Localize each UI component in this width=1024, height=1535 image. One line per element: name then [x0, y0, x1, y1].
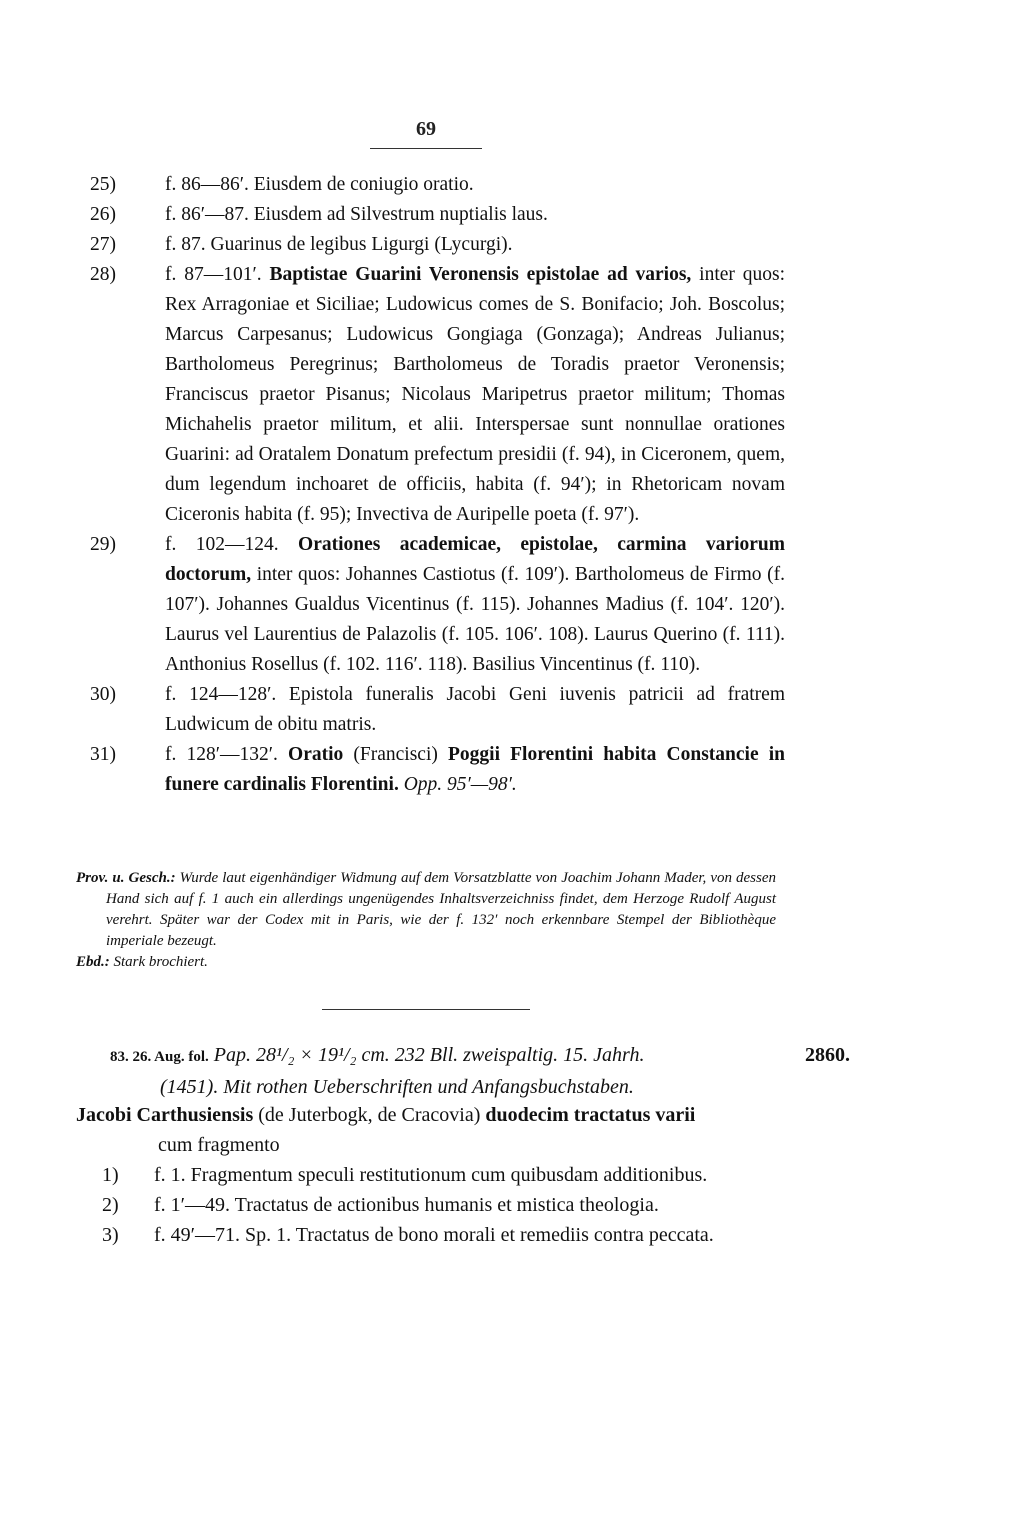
provenance-note	[76, 868, 776, 973]
entry-30	[0, 680, 785, 740]
entry-number: 26)	[90, 204, 116, 225]
entry-number: 29)	[90, 534, 116, 555]
entry-list	[0, 170, 1024, 800]
entry-text: f. 86′—87. Eiusdem ad Silvestrum nuptialis laus.	[165, 204, 548, 225]
entry-text-pre: f. 102—124.	[165, 534, 299, 555]
binding-text: Stark brochiert.	[113, 954, 208, 970]
codex-signature: 83. 26. Aug. fol.	[110, 1049, 209, 1065]
entry-text: f. 86—86′. Eiusdem de coniugio oratio.	[165, 174, 474, 195]
entry-number: 27)	[90, 234, 116, 255]
entry-27	[0, 230, 785, 260]
entry-text-pre: f. 128′—132′.	[165, 744, 289, 765]
entry-29	[0, 530, 785, 680]
item-text: f. 49′—71. Sp. 1. Tractatus de bono morali et remediis contra peccata.	[154, 1224, 714, 1246]
page-number: 69	[416, 118, 436, 140]
item-number: 1)	[102, 1164, 119, 1186]
item-3	[0, 1220, 774, 1250]
provenance-label: Prov. u. Gesch.:	[76, 870, 176, 886]
entry-text-pre: f. 87—101′.	[165, 264, 270, 285]
entry-number: 31)	[90, 744, 116, 765]
entry-text: f. 87. Guarinus de legibus Ligurgi (Lycurgi).	[165, 234, 513, 255]
provenance-paragraph	[76, 868, 776, 952]
entry-28	[0, 260, 785, 530]
codex-title	[76, 1100, 776, 1160]
work-title: duodecim tractatus varii	[485, 1104, 696, 1126]
entry-title-2: Poggii Florentini habita Constancie in funere cardinalis Florentini.	[165, 744, 786, 795]
section-divider	[322, 1009, 530, 1010]
entry-text: f. 124—128′. Epistola funeralis Jacobi Geni iuvenis patricii ad fratrem Ludwicum de obitu matris.	[165, 684, 785, 735]
entry-title: Orationes academicae, epistolae, carmina variorum doctorum,	[165, 534, 785, 585]
entry-26	[0, 200, 785, 230]
entry-reference: Opp. 95′—98′.	[398, 774, 517, 795]
item-number: 2)	[102, 1194, 119, 1216]
item-text: f. 1. Fragmentum speculi restitutionum cum quibusdam additionibus.	[154, 1164, 708, 1186]
entry-title: Oratio	[288, 744, 344, 765]
binding-note	[76, 952, 776, 973]
codex-header-line-2: (1451). Mit rothen Ueberschriften und Anfangsbuchstaben.	[160, 1076, 634, 1098]
codex-header	[110, 1040, 850, 1102]
codex-title-line	[76, 1100, 776, 1130]
entry-31	[0, 740, 785, 800]
item-text: f. 1′—49. Tractatus de actionibus humanis et mistica theologia.	[154, 1194, 659, 1216]
codex-number: 2860.	[805, 1044, 850, 1066]
entry-title: Baptistae Guarini Veronensis epistolae ad varios,	[269, 264, 692, 285]
author-aliases: (de Juterbogk, de Cracovia)	[253, 1104, 486, 1126]
header-rule	[370, 148, 482, 149]
entry-number: 28)	[90, 264, 116, 285]
binding-label: Ebd.:	[76, 954, 110, 970]
provenance-text: Wurde laut eigenhändiger Widmung auf dem Vorsatzblatte von Joachim Johann Mader, von dessen Hand sich auf f. 1 auch ein allerdings ungenügendes Inhaltsverzeichniss findet, dem Herzoge Rudolf August verehrt. Später war der Codex mit in Paris, wie der f. 132′ noch erkennbare Stempel der Bibliothèque imperiale bezeugt.	[106, 870, 777, 949]
entry-text-post: inter quos: Johannes Castiotus (f. 109′). Bartholomeus de Firmo (f. 107′). Johannes Gualdus Vicentinus (f. 115). Johannes Madius (f. 104′. 120′). Laurus vel Laurentius de Palazolis (f. 105. 106′. 108). Laurus Querino (f. 111). Anthonius Rosellus (f. 102. 116′. 118). Basilius Vincentinus (f. 110).	[165, 564, 785, 675]
item-2	[0, 1190, 774, 1220]
entry-number: 25)	[90, 174, 116, 195]
entry-25	[0, 170, 785, 200]
item-number: 3)	[102, 1224, 119, 1246]
item-list	[0, 1160, 1024, 1250]
codex-description: Pap. 28¹/₂ × 19¹/₂ cm. 232 Bll. zweispaltig. 15. Jahrh.	[208, 1044, 645, 1066]
item-1	[0, 1160, 774, 1190]
entry-text-post: inter quos: Rex Arragoniae et Siciliae; Ludowicus comes de S. Bonifacio; Joh. Boscolus; Marcus Carpesanus; Ludowicus Gongiaga (Gonzaga); Andreas Julianus; Bartholomeus Peregrinus; Bartholomeus de Toradis praetor Veronensis; Franciscus praetor Pisanus; Nicolaus Maripetrus praetor militum; Thomas Michahelis praetor militum, et alii. Interspersae sunt nonnullae orationes Guarini: ad Oratalem Donatum prefectum presidii (f. 94), in Ciceronem, quem, dum legendum inchoaret de officiis, habita (f. 94′); in Rhetoricam novam Ciceronis habita (f. 95); Invectiva de Auripelle poeta (f. 97′).	[165, 264, 785, 525]
codex-header-line-1	[110, 1040, 850, 1072]
author-name: Jacobi Carthusiensis	[76, 1104, 254, 1126]
codex-title-continuation: cum fragmento	[158, 1134, 280, 1156]
entry-text-mid: (Francisci)	[343, 744, 448, 765]
entry-number: 30)	[90, 684, 116, 705]
